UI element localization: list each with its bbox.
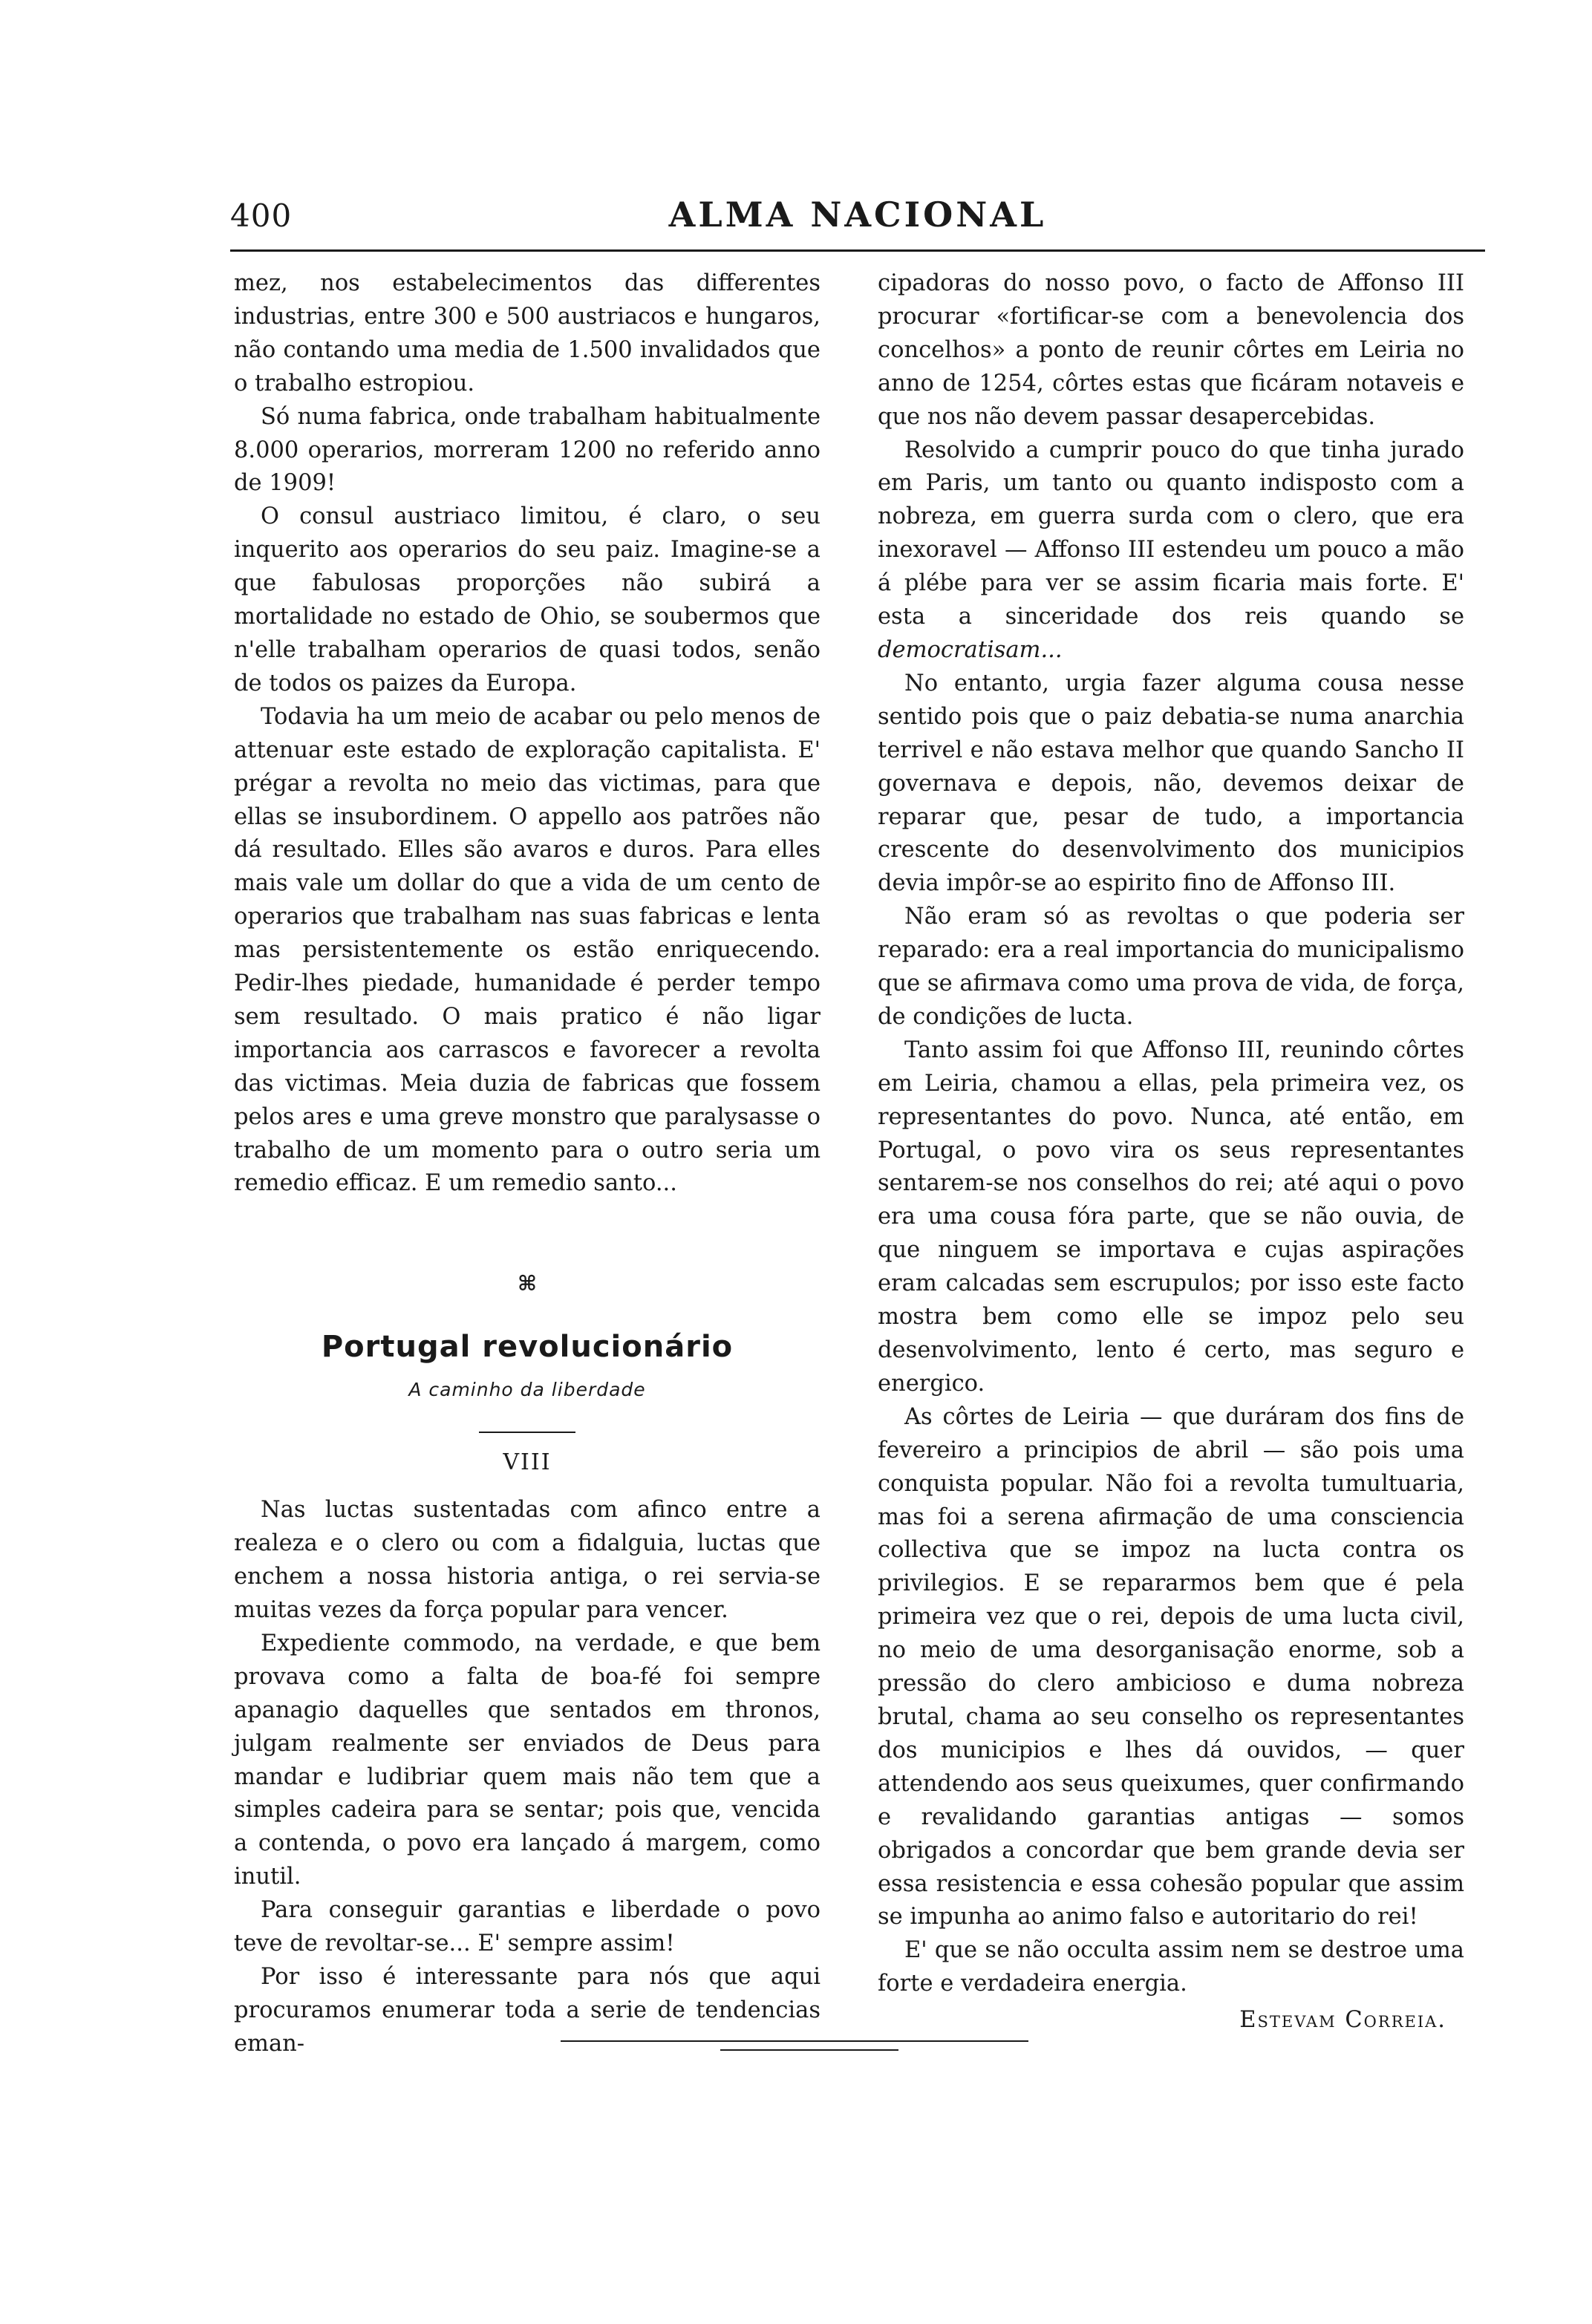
ornament-icon: ⌘: [518, 1271, 537, 1296]
paragraph: E' que se não occulta assim nem se destroe uma forte e verdadeira energia.: [878, 1937, 1464, 1997]
paragraph: Por isso é interessante para nós que aqui procuramos enumerar toda a serie de tendencias eman-: [234, 1963, 821, 2057]
paragraph: No entanto, urgia fazer alguma cousa nesse sentido pois que o paiz debatia-se numa anarchia terrivel e não estava melhor que quando Sancho II governava e depois, não, devemos deixar de reparar que, pesar de tudo, a importancia crescente do desenvolvimento dos municipios devia impôr-se ao espirito fino de Affonso III.: [878, 670, 1464, 897]
end-rule: [561, 2040, 1028, 2042]
article-subtitle-text: A caminho da liberdade: [408, 1379, 646, 1401]
paragraph: As côrtes de Leiria — que duráram dos fins de fevereiro a principios de abril — são pois uma conquista popular. Não foi a revolta tumultuaria, mas foi a serena afirmação de uma consciencia collectiva que se impoz na lucta contra os privilegios. E se repararmos bem que é pela primeira vez que o rei, depois de uma lucta civil, no meio de uma desorganisação enorme, sob a pressão do clero ambicioso e duma nobreza brutal, chama ao seu conselho os representantes dos municipios e lhes dá ouvidos, — quer attendendo aos seus queixumes, quer confirmando e revalidando garantias antigas — somos obrigados a concordar que bem grande devia ser essa resistencia e essa cohesão popular que assim se impunha ao animo falso e autoritario do rei!: [878, 1403, 1464, 1930]
paragraph: Para conseguir garantias e liberdade o povo teve de revoltar-se... E' sempre assim!: [234, 1897, 821, 1957]
paragraph: Só numa fabrica, onde trabalham habitualmente 8.000 operarios, morreram 1200 no referido anno de 1909!: [234, 403, 821, 497]
paragraph: Todavia ha um meio de acabar ou pelo menos de attenuar este estado de exploração capitalista. E' prégar a revolta no meio das victimas, para que ellas se insubordinem. O appello aos patrões não dá resultado. Elles são avaros e duros. Para elles mais vale um dollar do que a vida de um cento de operarios que trabalham nas suas fabricas e lenta mas persistentemente os estão enriquecendo. Pedir-lhes piedade, humanidade é perder tempo sem resultado. O mais pratico é não ligar importancia aos carrascos e favorecer a revolta das victimas. Meia duzia de fabricas que fossem pelos ares e uma greve monstro que paralysasse o trabalho de um momento para o outro seria um remedio efficaz. E um remedio santo...: [234, 703, 821, 1197]
paragraph: O consul austriaco limitou, é claro, o seu inquerito aos operarios do seu paiz. Imagine-se a que fabulosas proporções não subirá a mortalidade no estado de Ohio, se soubermos que n'elle trabalham operarios de quasi todos, senão de todos os paizes da Europa.: [234, 503, 821, 696]
section-divider: [479, 1432, 575, 1433]
header-rule: [230, 249, 1485, 252]
page-number: 400: [230, 198, 293, 234]
article-subtitle: [234, 1377, 821, 1403]
paragraph: [878, 434, 1464, 668]
right-column: [878, 267, 1464, 2037]
paragraph-text: Resolvido a cumprir pouco do que tinha jurado em Paris, um tanto ou quanto indisposto com a nobreza, em guerra surda com o clero, que era inexoravel — Affonso III estendeu um pouco a mão á plébe para ver se assim ficaria mais forte. E' esta a sinceridade dos reis quando se: [878, 437, 1464, 630]
paragraph: Tanto assim foi que Affonso III, reunindo côrtes em Leiria, chamou a ellas, pela primeira vez, os representantes do povo. Nunca, até então, em Portugal, o povo vira os seus representantes sentarem-se nos conselhos do rei; até aqui o povo era uma cousa fóra parte, que se não ouvia, de que ninguem se importava e cujas aspirações eram calcadas sem escrupulos; por isso este facto mostra bem como elle se impoz pelo seu desenvolvimento, lento é certo, mas seguro e energico.: [878, 1037, 1464, 1397]
paragraph: Expediente commodo, na verdade, e que bem provava como a falta de boa-fé foi sempre apanagio daquelles que sentados em thronos, julgam realmente ser enviados de Deus para mandar e ludibriar quem mais não tem que a simples cadeira para se sentar; pois que, vencida a contenda, o povo era lançado á margem, como inutil.: [234, 1630, 821, 1890]
paragraph: Nas luctas sustentadas com afinco entre a realeza e o clero ou com a fidalguia, luctas que enchem a nossa historia antiga, o rei servia-se muitas vezes da força popular para vencer.: [234, 1497, 821, 1623]
author-signature: Estevam Correia.: [1239, 2007, 1446, 2034]
paragraph: mez, nos estabelecimentos das differentes industrias, entre 300 e 500 austriacos e hungaros, não contando uma media de 1.500 invalidados que o trabalho estropiou.: [234, 270, 821, 396]
italic-word: democratisam...: [878, 636, 1063, 663]
page-header: [230, 195, 1485, 249]
paragraph: Não eram só as revoltas o que poderia ser reparado: era a real importancia do municipalismo que se afirmava como uma prova de vida, de força, de condições de lucta.: [878, 904, 1464, 1030]
left-column: [234, 267, 821, 2061]
running-title: ALMA NACIONAL: [668, 195, 1047, 235]
chapter-number: VIII: [503, 1449, 552, 1476]
article-heading: [234, 1267, 821, 1479]
article-title: Portugal revolucionário: [321, 1330, 734, 1365]
paragraph: cipadoras do nosso povo, o facto de Affonso III procurar «fortificar-se com a benevolencia dos concelhos» a ponto de reunir côrtes em Leiria no anno de 1254, côrtes estas que ficáram notaveis e que nos não devem passar desapercebidas.: [878, 270, 1464, 430]
end-rule-short: [720, 2049, 898, 2051]
